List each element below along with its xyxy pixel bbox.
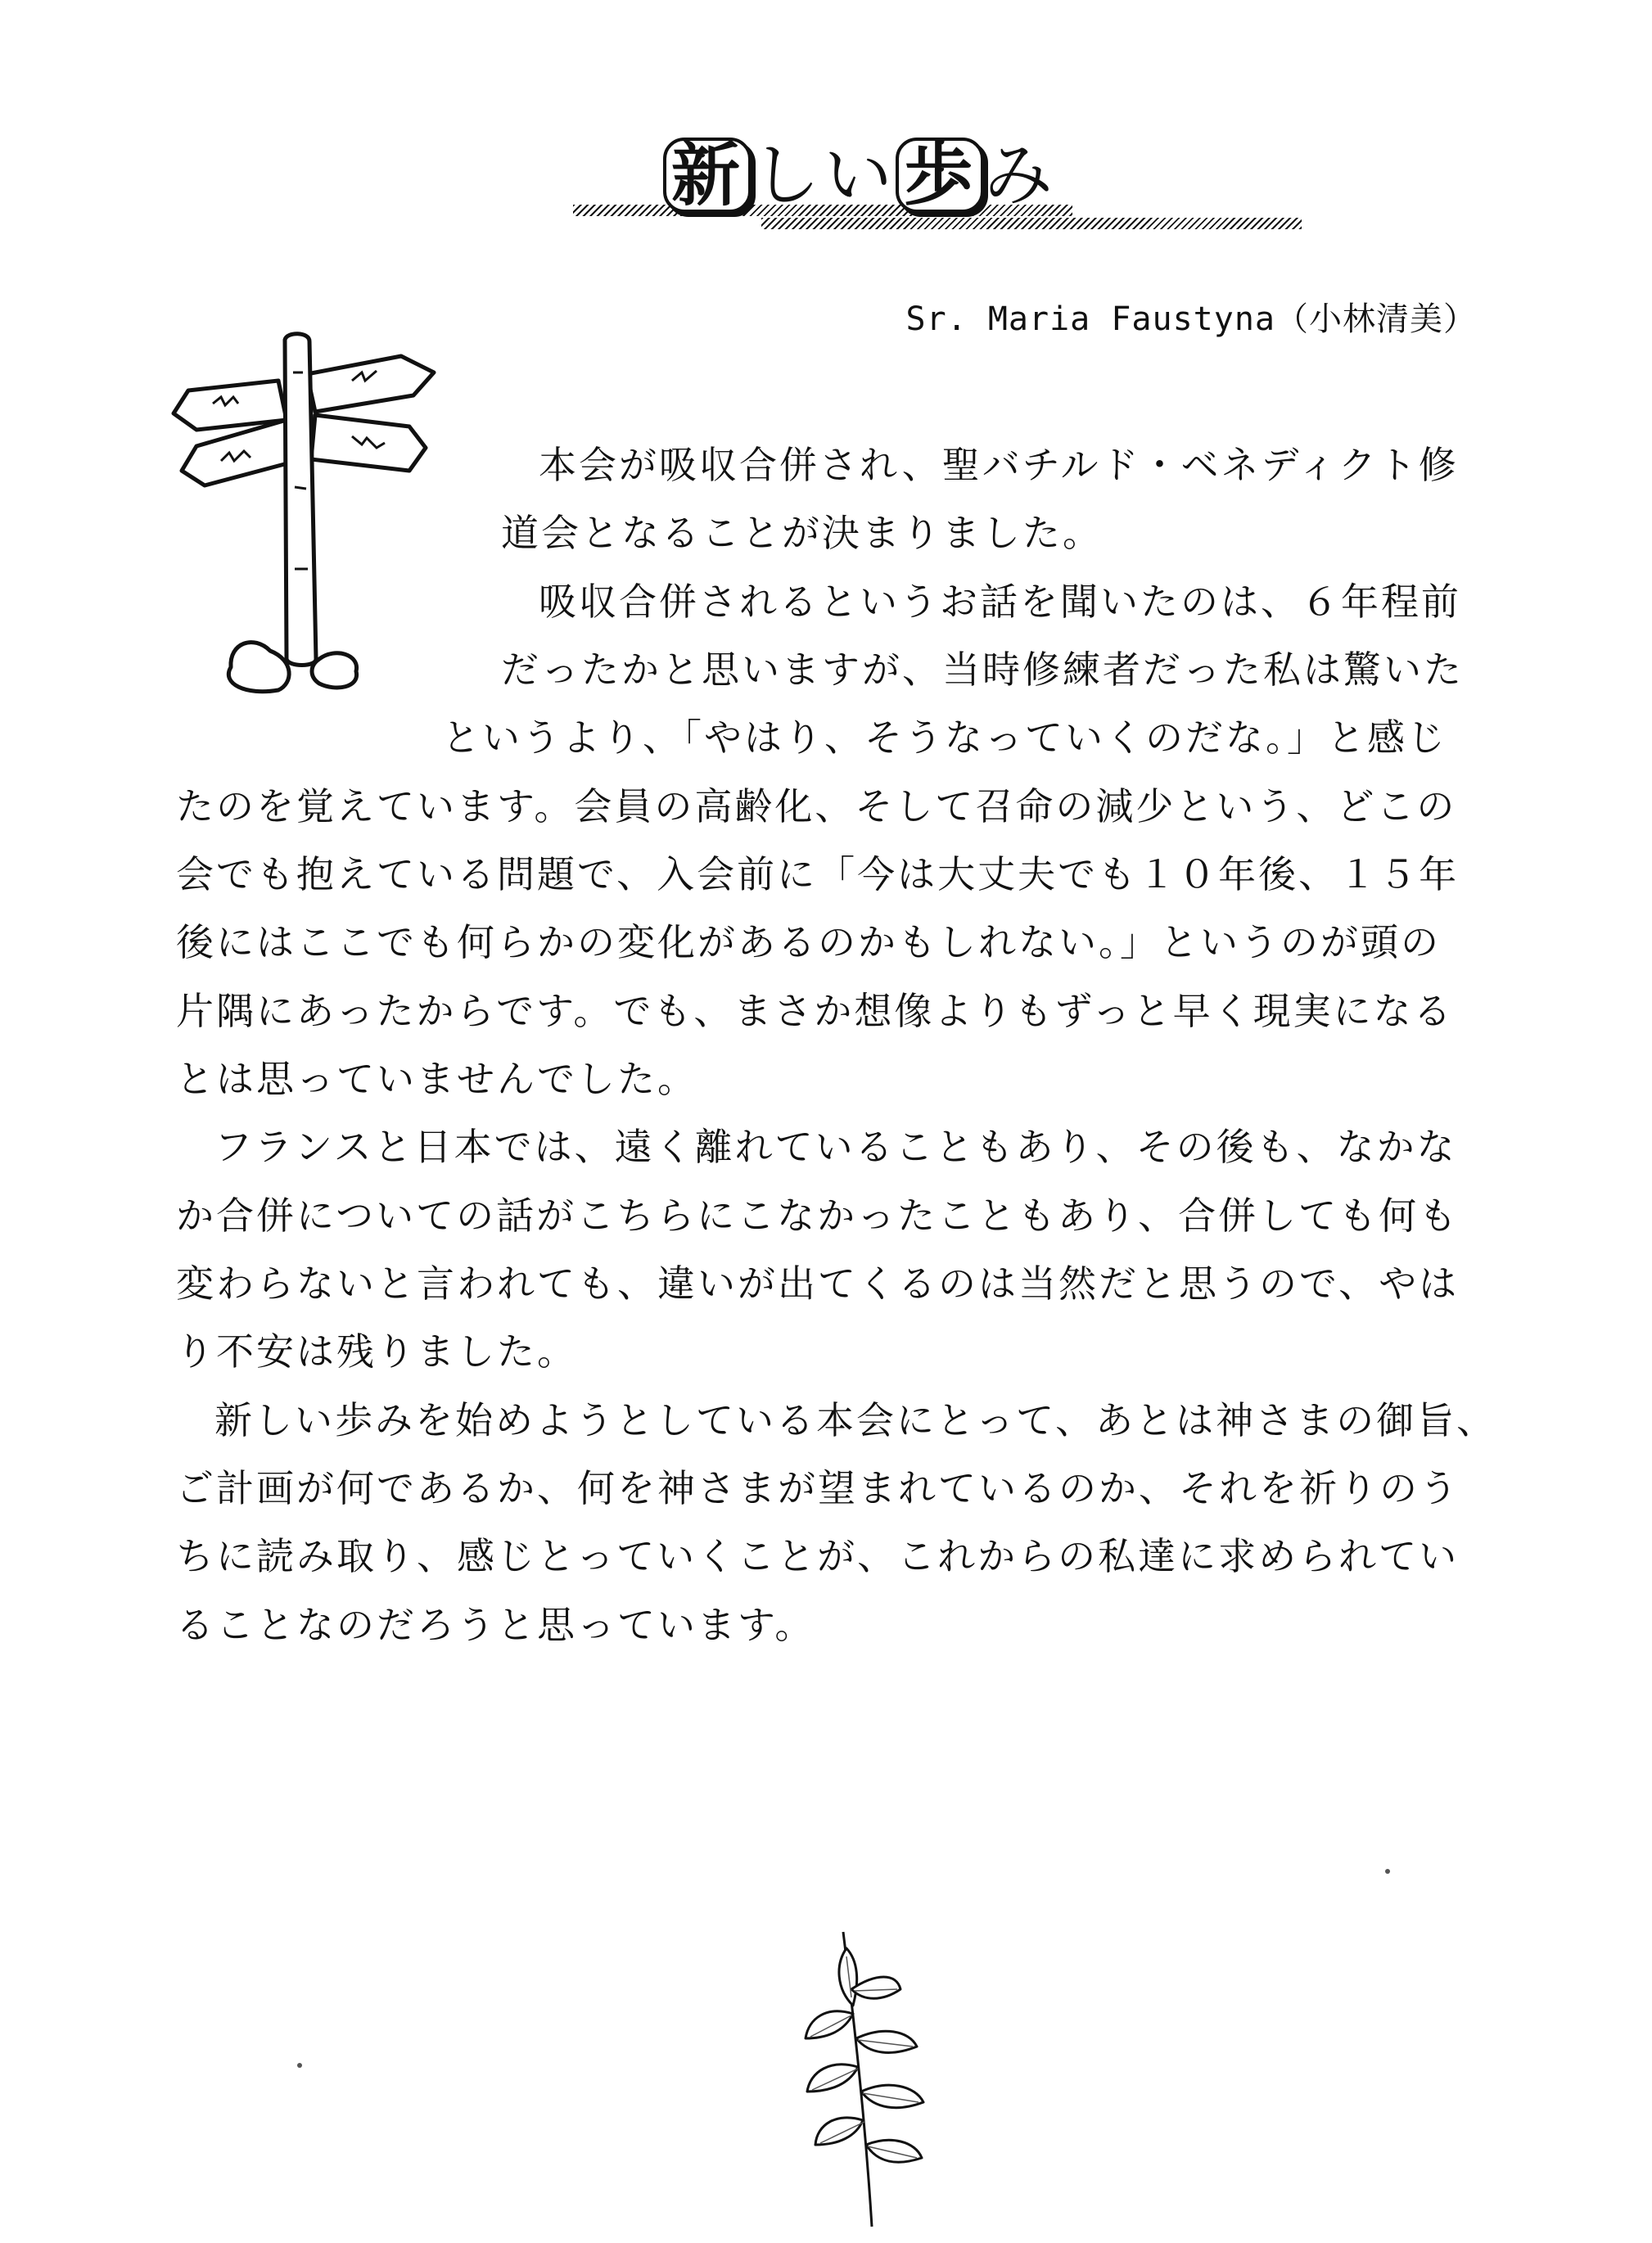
page-title — [663, 135, 1057, 215]
text-line: 後にはここでも何らかの変化があるのかもしれない。」というのが頭の — [176, 920, 1441, 964]
text-line: ることなのだろうと思っています。 — [176, 1603, 815, 1647]
text-line: ちに読み取り、感じとっていくことが、これからの私達に求められてい — [176, 1534, 1460, 1578]
text-line: とは思っていませんでした。 — [176, 1057, 697, 1101]
leaf-icon — [786, 1916, 958, 2235]
title-char: み — [984, 135, 1057, 215]
text-line: というより、「やはり、そうなっていくのだな。」と感じ — [442, 715, 1447, 760]
text-line: 片隅にあったからです。でも、まさか想像よりもずっと早く現実になる — [176, 989, 1454, 1033]
text-line: 会でも抱えている問題で、入会前に「今は大丈夫でも１０年後、１５年 — [176, 852, 1460, 896]
text-line: たのを覚えています。会員の高齢化、そして召命の減少という、どこの — [176, 784, 1457, 828]
stray-dot — [1385, 1869, 1390, 1874]
text-line: 変わらないと言われても、違いが出てくるのは当然だと思うので、やは — [176, 1261, 1460, 1306]
text-line: 道会となることが決まりました。 — [501, 511, 1103, 555]
text-line: ご計画が何であるか、何を神さまが望まれているのか、それを祈りのう — [176, 1466, 1460, 1510]
title-char: しい — [752, 135, 896, 215]
stray-dot — [297, 2063, 302, 2068]
title-char-boxed: 新 — [663, 138, 752, 213]
text-line: 吸収合併されるというお話を聞いたのは、６年程前 — [539, 580, 1461, 624]
title-underline-hatch-lower — [761, 218, 1302, 229]
title-char-boxed: 歩 — [896, 138, 984, 213]
text-line: 新しい歩みを始めようとしている本会にとって、あとは神さまの御旨、 — [214, 1398, 1497, 1442]
text-line: フランスと日本では、遠く離れていることもあり、その後も、なかな — [214, 1125, 1457, 1169]
text-line: か合併についての話がこちらにこなかったこともあり、合併しても何も — [176, 1194, 1460, 1238]
signpost-icon — [164, 323, 458, 716]
title-block — [573, 121, 1310, 236]
text-line: だったかと思いますが、当時修練者だった私は驚いた — [501, 648, 1464, 692]
author-byline: Sr. Maria Faustyna（小林清美） — [905, 300, 1477, 338]
text-line: り不安は残りました。 — [176, 1329, 577, 1374]
text-line: 本会が吸収合併され、聖バチルド・ベネディクト修 — [539, 443, 1459, 487]
